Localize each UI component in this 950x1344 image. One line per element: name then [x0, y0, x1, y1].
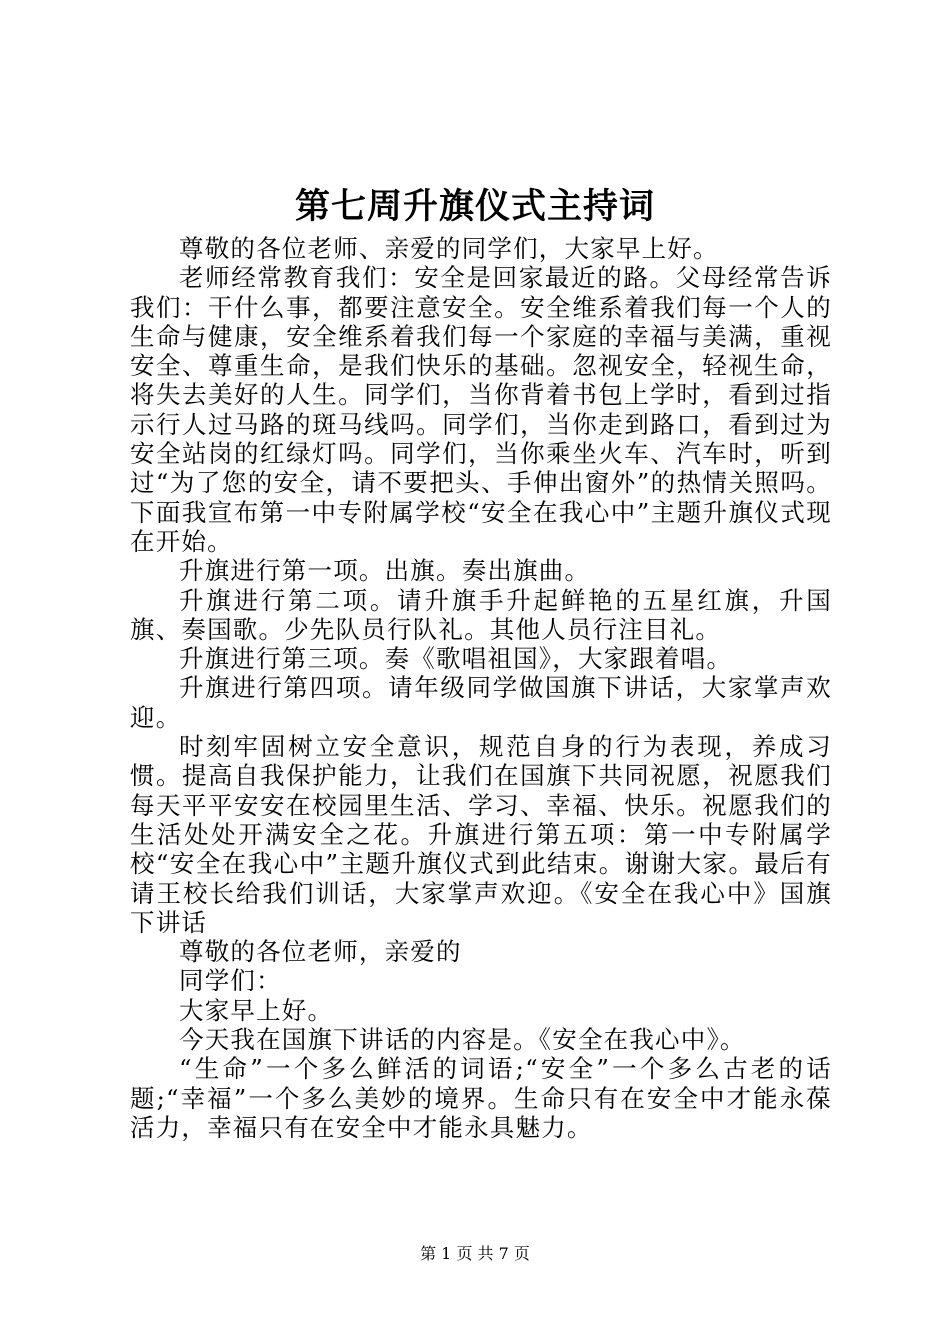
paragraph-step-4: 升旗进行第四项。请年级同学做国旗下讲话，大家掌声欢迎。 [130, 673, 832, 732]
page-number: 第 1 页 共 7 页 [420, 1244, 530, 1263]
paragraph-greeting: 尊敬的各位老师、亲爱的同学们，大家早上好。 [179, 234, 719, 263]
paragraph-closing: 时刻牢固树立安全意识，规范自身的行为表现，养成习惯。提高自我保护能力，让我们在国旗下共同祝愿，祝愿我们每天平平安安在校园里生活、学习、幸福、快乐。祝愿我们的生活处处开满安全之花。升旗进行第五项：第一中专附属学校“安全在我心中”主题升旗仪式到此结束。谢谢大家。最后有请王校长给我们训话，大家掌声欢迎。《安全在我心中》国旗下讲话 [130, 732, 832, 937]
paragraph-step-2: 升旗进行第二项。请升旗手升起鲜艳的五星红旗，升国旗、奏国歌。少先队员行队礼。其他人员行注目礼。 [130, 585, 832, 644]
paragraph-speech-morning: 大家早上好。 [179, 995, 334, 1025]
paragraph-step-3: 升旗进行第三项。奏《歌唱祖国》，大家跟着唱。 [179, 644, 733, 674]
paragraph-speech-topic: 今天我在国旗下讲话的内容是。《安全在我心中》。 [179, 1025, 746, 1055]
paragraph-speech-greeting: 尊敬的各位老师，亲爱的 [179, 937, 462, 967]
paragraph-step-1: 升旗进行第一项。出旗。奏出旗曲。 [179, 556, 591, 586]
paragraph-speech-body: “生命”一个多么鲜活的词语;“安全”一个多么古老的话题;“幸福”一个多么美妙的境界。生命只有在安全中才能永葆活力，幸福只有在安全中才能永具魅力。 [130, 1054, 832, 1142]
document-body [130, 234, 832, 1142]
document-title: 第七周升旗仪式主持词 [294, 186, 655, 227]
paragraph-speech-students: 同学们： [179, 966, 282, 996]
paragraph-safety-intro: 老师经常教育我们：安全是回家最近的路。父母经常告诉我们：干什么事，都要注意安全。安全维系着我们每一个人的生命与健康，安全维系着我们每一个家庭的幸福与美满，重视安全、尊重生命，是我们快乐的基础。忽视安全，轻视生命，将失去美好的人生。同学们，当你背着书包上学时，看到过指示行人过马路的斑马线吗。同学们，当你走到路口，看到过为安全站岗的红绿灯吗。同学们，当你乘坐火车、汽车时，听到过“为了您的安全，请不要把头、手伸出窗外”的热情关照吗。下面我宣布第一中专附属学校“安全在我心中”主题升旗仪式现在开始。 [130, 263, 832, 556]
